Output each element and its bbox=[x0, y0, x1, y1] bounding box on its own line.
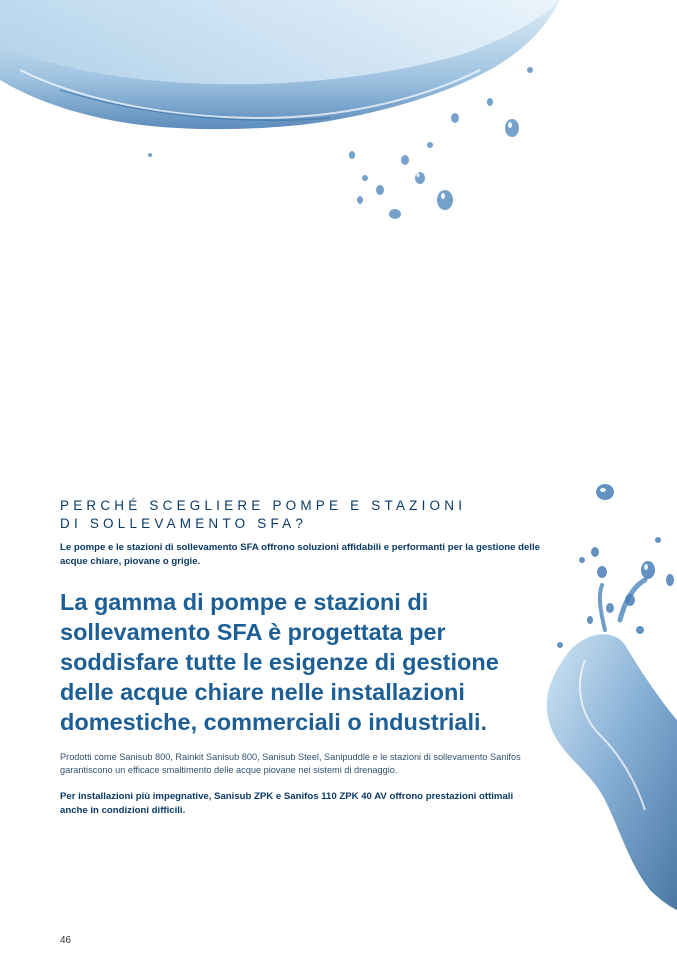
water-splash-top-image bbox=[0, 0, 677, 230]
page-number: 46 bbox=[60, 935, 72, 946]
section-content bbox=[60, 497, 540, 818]
lead-statement: La gamma di pompe e stazioni di sollevamento SFA è progettata per soddisfare tutte le esigenze di gestione delle acque chiare nelle installazioni domestiche, commerciali o industriali. bbox=[60, 589, 499, 735]
section-heading-line1: PERCHÉ SCEGLIERE POMPE E STAZIONI bbox=[60, 498, 467, 513]
closing-paragraph: Per installazioni più impegnative, Sanisub ZPK e Sanifos 110 ZPK 40 AV offrono prestazioni ottimali anche in condizioni difficili. bbox=[60, 791, 514, 816]
section-heading-line2: DI SOLLEVAMENTO SFA? bbox=[60, 516, 308, 531]
water-splash-right-image bbox=[530, 470, 677, 910]
intro-paragraph: Le pompe e le stazioni di sollevamento SFA offrono soluzioni affidabili e performanti per la gestione delle acque chiare, piovane o grigie. bbox=[60, 542, 540, 567]
products-paragraph: Prodotti come Sanisub 800, Rainkit Sanisub 800, Sanisub Steel, Sanipuddle e le stazioni di sollevamento Sanifos garantiscono un efficace smaltimento delle acque piovane nei sistemi di drenaggio. bbox=[60, 752, 521, 775]
section-heading bbox=[60, 497, 540, 533]
